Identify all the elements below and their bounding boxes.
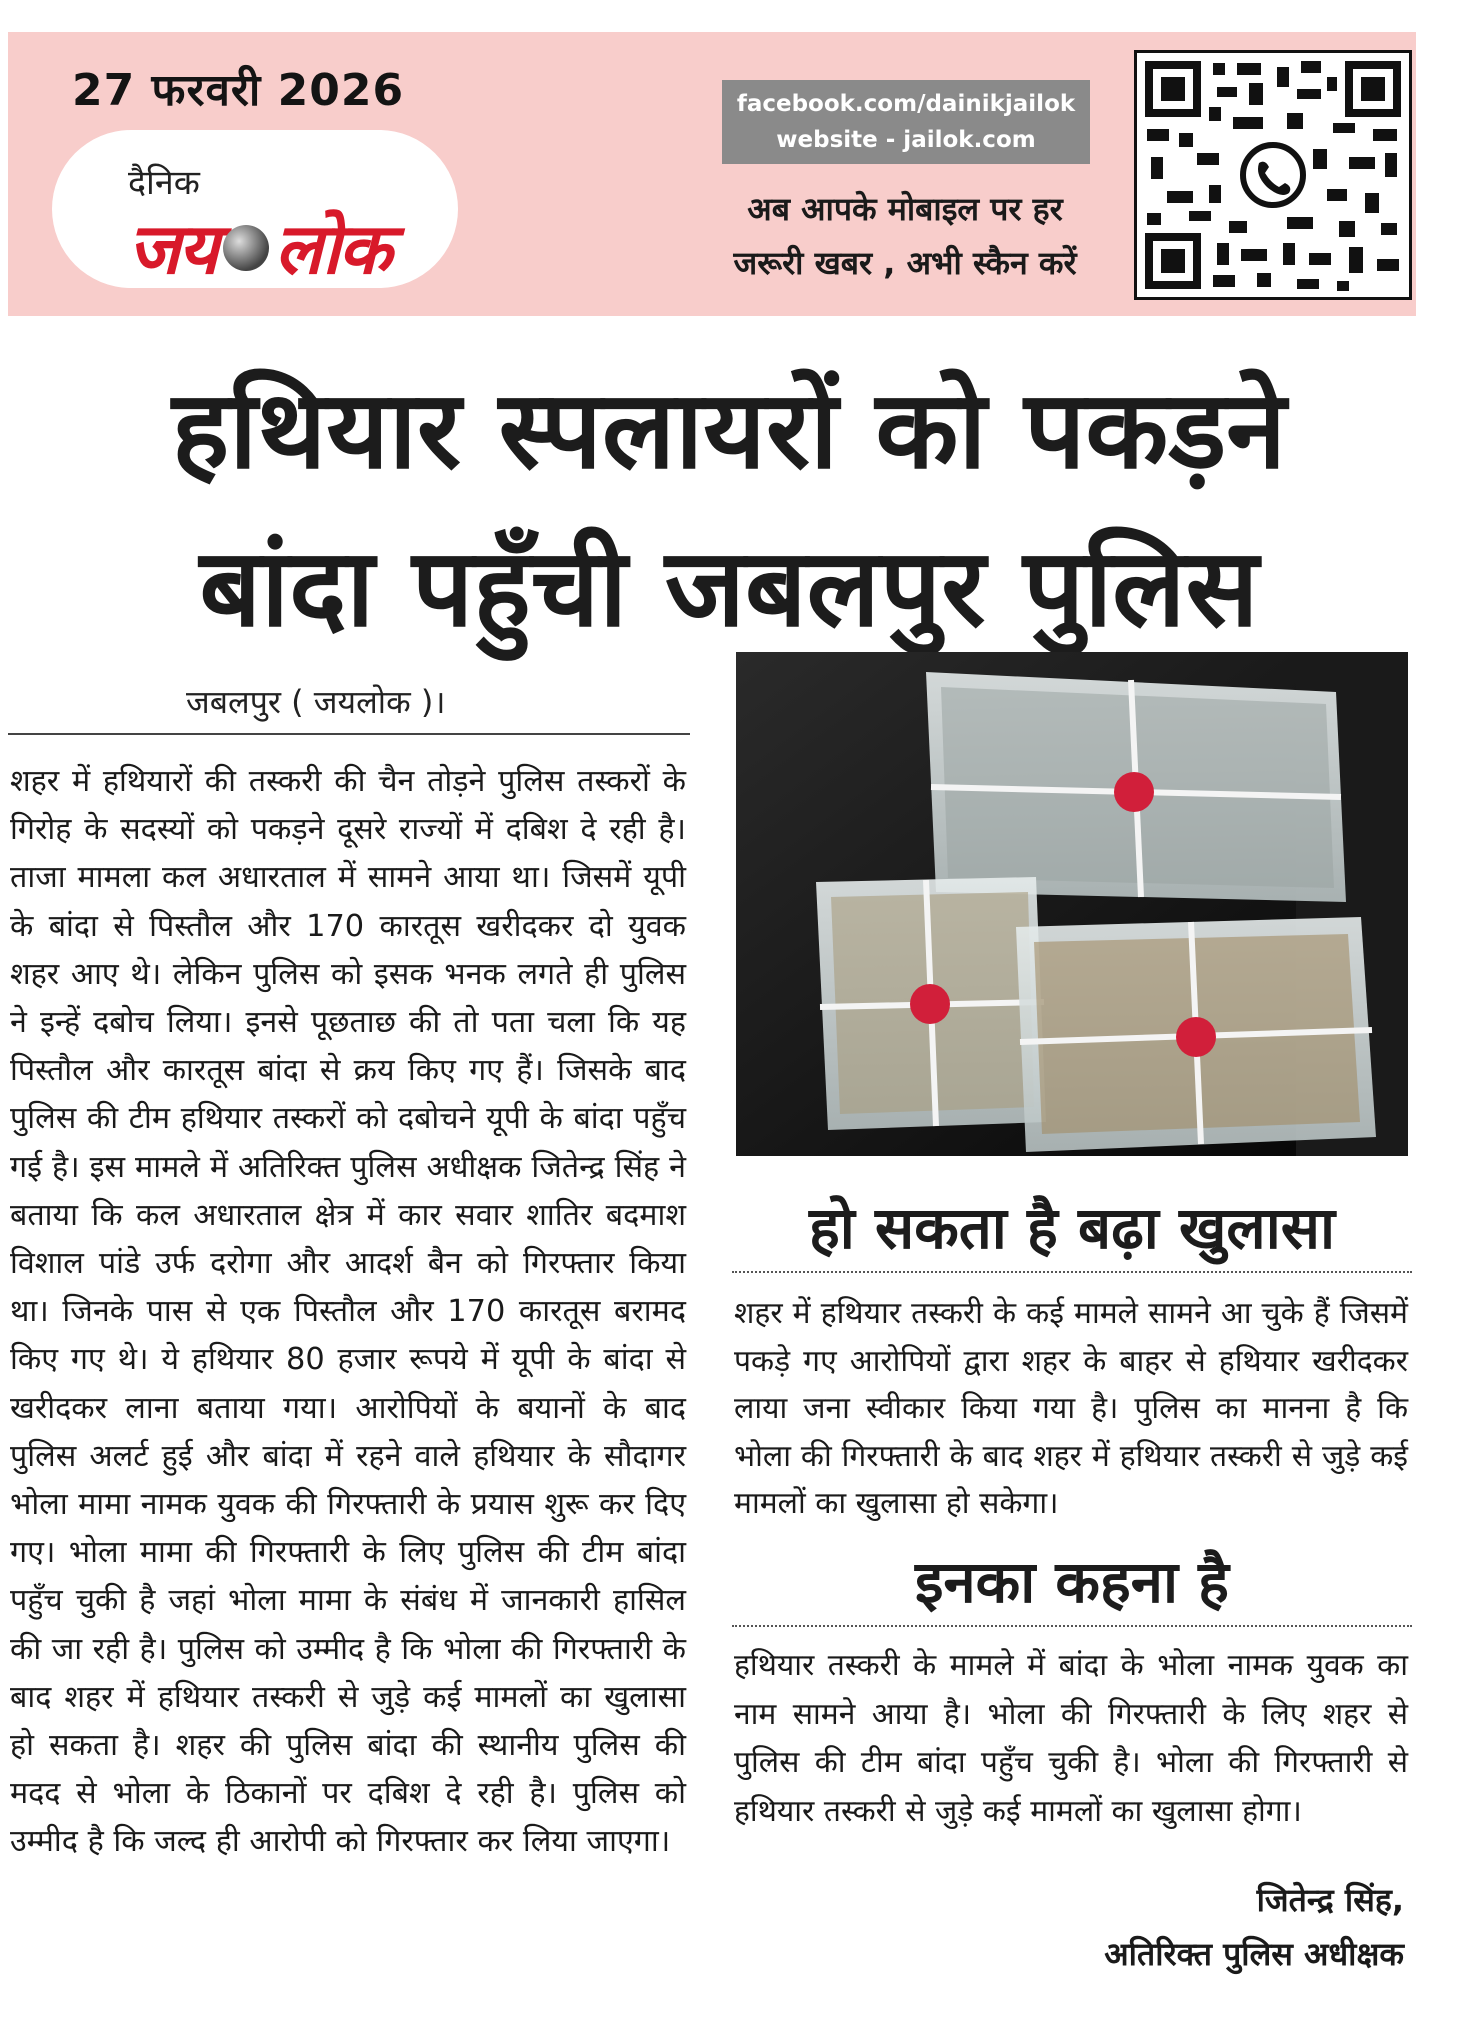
- facebook-link: facebook.com/dainikjailok: [736, 91, 1076, 117]
- logo-small-text: दैनिक: [128, 163, 200, 203]
- logo-word-2: लोक: [274, 208, 390, 290]
- scan-prompt: [700, 182, 1110, 290]
- official-statement-body: हथियार तस्करी के मामले में बांदा के भोला नामक युवक का नाम सामने आया है। भोला की गिरफ्तारी के लिए शहर से पुलिस की टीम बांदा पहुँच चुकी है। भोला की गिरफ्तारी से हथियार तस्करी से जुड़े कई मामलों का खुलासा होगा।: [734, 1648, 1408, 1829]
- masthead: [8, 32, 1416, 316]
- headline-line-2: बांदा पहुँची जबलपुर पुलिस: [199, 526, 1259, 651]
- logo-wordmark: [64, 198, 454, 294]
- signer-name: जितेन्द्र सिंह,: [1256, 1881, 1404, 1919]
- subheading-official-statement: इनका कहना है: [915, 1548, 1229, 1616]
- scan-prompt-line-2: जरूरी खबर , अभी स्कैन करें: [733, 244, 1077, 282]
- website-link: website - jailok.com: [776, 127, 1036, 153]
- big-reveal-body: शहर में हथियार तस्करी के कई मामले सामने आ चुके हैं जिसमें पकड़े गए आरोपियों द्वारा शहर के बाहर से हथियार खरीदकर लाया जना स्वीकार किया गया है। पुलिस का मानना है कि भोला की गिरफ्तारी के बाद शहर में हथियार तस्करी से जुड़े कई मामलों का खुलासा हो सकेगा।: [734, 1296, 1408, 1521]
- article-body: शहर में हथियारों की तस्करी की चैन तोड़ने पुलिस तस्करों के गिरोह के सदस्यों को पकड़ने दूसरे राज्यों में दबिश दे रही है। ताजा मामला कल अधारताल में सामने आया था। जिसमें यूपी के बांदा से पिस्तौल और 170 कारतूस खरीदकर दो युवक शहर आए थे। लेकिन पुलिस को इसक भनक लगते ही पुलिस ने इन्हें दबोच लिया। इनसे पूछताछ की तो पता चला कि यह पिस्तौल और कारतूस बांदा से क्रय किए गए हैं। जिसके बाद पुलिस की टीम हथियार तस्करों को दबोचने यूपी के बांदा पहुँच गई है। इस मामले में अतिरिक्त पुलिस अधीक्षक जितेन्द्र सिंह ने बताया कि कल अधारताल क्षेत्र में कार सवार शातिर बदमाश विशाल पांडे उर्फ दरोगा और आदर्श बैन को गिरफ्तार किया था। जिनके पास से एक पिस्तौल और 170 कारतूस बरामद किए गए थे। ये हथियार 80 हजार रूपये में यूपी के बांदा से खरीदकर लाना बताया गया। आरोपियों के बयानों के बाद पुलिस अलर्ट हुई और बांदा में रहने वाले हथियार के सौदागर भोला मामा नामक युवक की गिरफ्तारी के प्रयास शुरू कर दिए गए। भोला मामा की गिरफ्तारी के लिए पुलिस की टीम बांदा पहुँच चुकी है जहां भोला मामा के संबंध में जानकारी हासिल की जा रही है। पुलिस को उम्मीद है कि भोला की गिरफ्तारी के बाद शहर में हथियार तस्करी से जुड़े कई मामलों का खुलासा हो सकता है। शहर की पुलिस बांदा की स्थानीय पुलिस की मदद से भोला के ठिकानों पर दबिश दे रही है। पुलिस को उम्मीद है कि जल्द ही आरोपी को गिरफ्तार कर लिया जाएगा।: [10, 764, 686, 1860]
- qr-code-icon: [1134, 50, 1412, 300]
- divider: [8, 733, 690, 735]
- sealed-boxes-image: [736, 652, 1408, 1156]
- logo-word-1: जय: [128, 208, 217, 290]
- social-links-box: [722, 80, 1090, 164]
- dotted-divider: [732, 1625, 1412, 1627]
- headline-line-1: हथियार स्पलायरों को पकड़ने: [171, 368, 1287, 493]
- evidence-photo: [736, 652, 1408, 1156]
- qr-code-graphic: [1137, 53, 1409, 297]
- dotted-divider: [732, 1271, 1412, 1273]
- globe-icon: [223, 225, 269, 271]
- subheading-big-reveal: हो सकता है बढ़ा खुलासा: [808, 1194, 1336, 1262]
- scan-prompt-line-1: अब आपके मोबाइल पर हर: [747, 190, 1063, 228]
- newspaper-logo: [52, 130, 458, 288]
- issue-date: 27 फरवरी 2026: [72, 65, 405, 116]
- headline: [0, 352, 1458, 668]
- dateline: जबलपुर ( जयलोक )।: [186, 683, 446, 721]
- signer-title: अतिरिक्त पुलिस अधीक्षक: [1104, 1935, 1404, 1973]
